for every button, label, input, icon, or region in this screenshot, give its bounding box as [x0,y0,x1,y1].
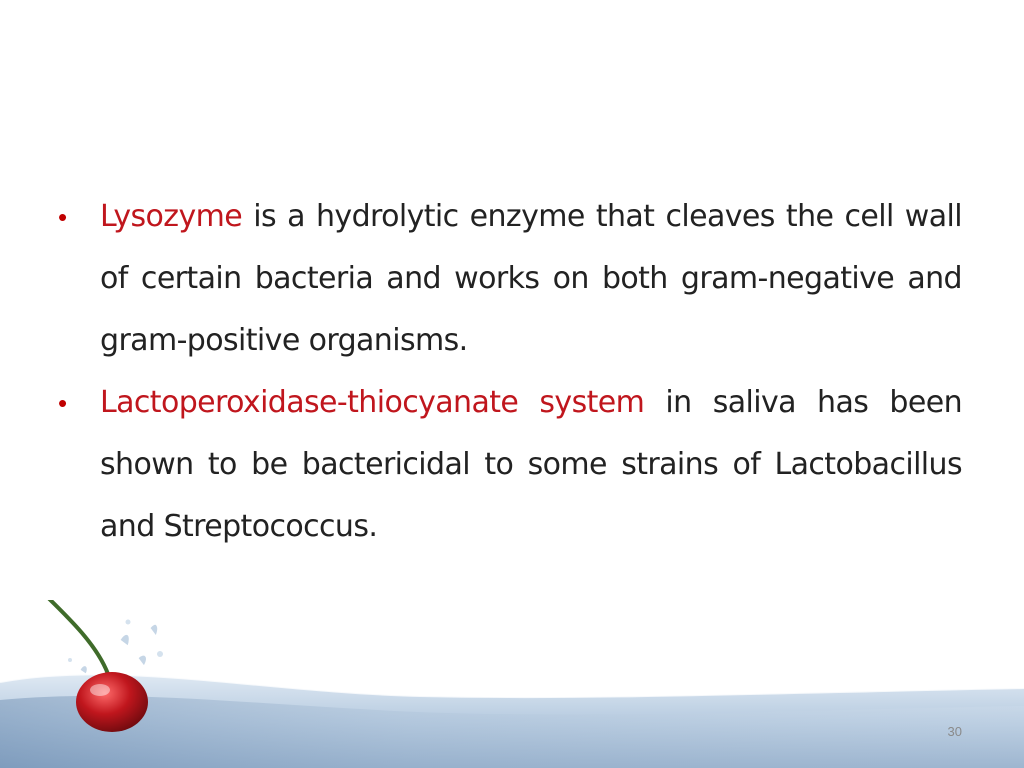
bullet-text [100,186,962,372]
highlighted-term: Lysozyme [100,199,243,234]
water-splash-decoration [0,600,1024,768]
cherry-icon [76,672,148,732]
bullet-item-lactoperoxidase [58,372,962,558]
bullet-body: in saliva has been shown to be bactericidal to some strains of Lactobacillus and Streptococcus. [100,385,962,544]
cherry-shine [90,684,110,696]
cherry-stem [30,600,108,674]
bullet-dot-icon: • [58,202,68,232]
page-number: 30 [947,724,962,739]
bullet-item-lysozyme [58,186,962,372]
bullet-dot-icon: • [58,388,68,418]
bullet-body: is a hydrolytic enzyme that cleaves the cell wall of certain bacteria and works on both gram-negative and gram-positive organisms. [100,199,962,358]
bullet-list [58,186,962,558]
highlighted-term: Lactoperoxidase-thiocyanate system [100,385,645,420]
splash-drops [80,624,158,674]
bullet-text [100,372,962,558]
